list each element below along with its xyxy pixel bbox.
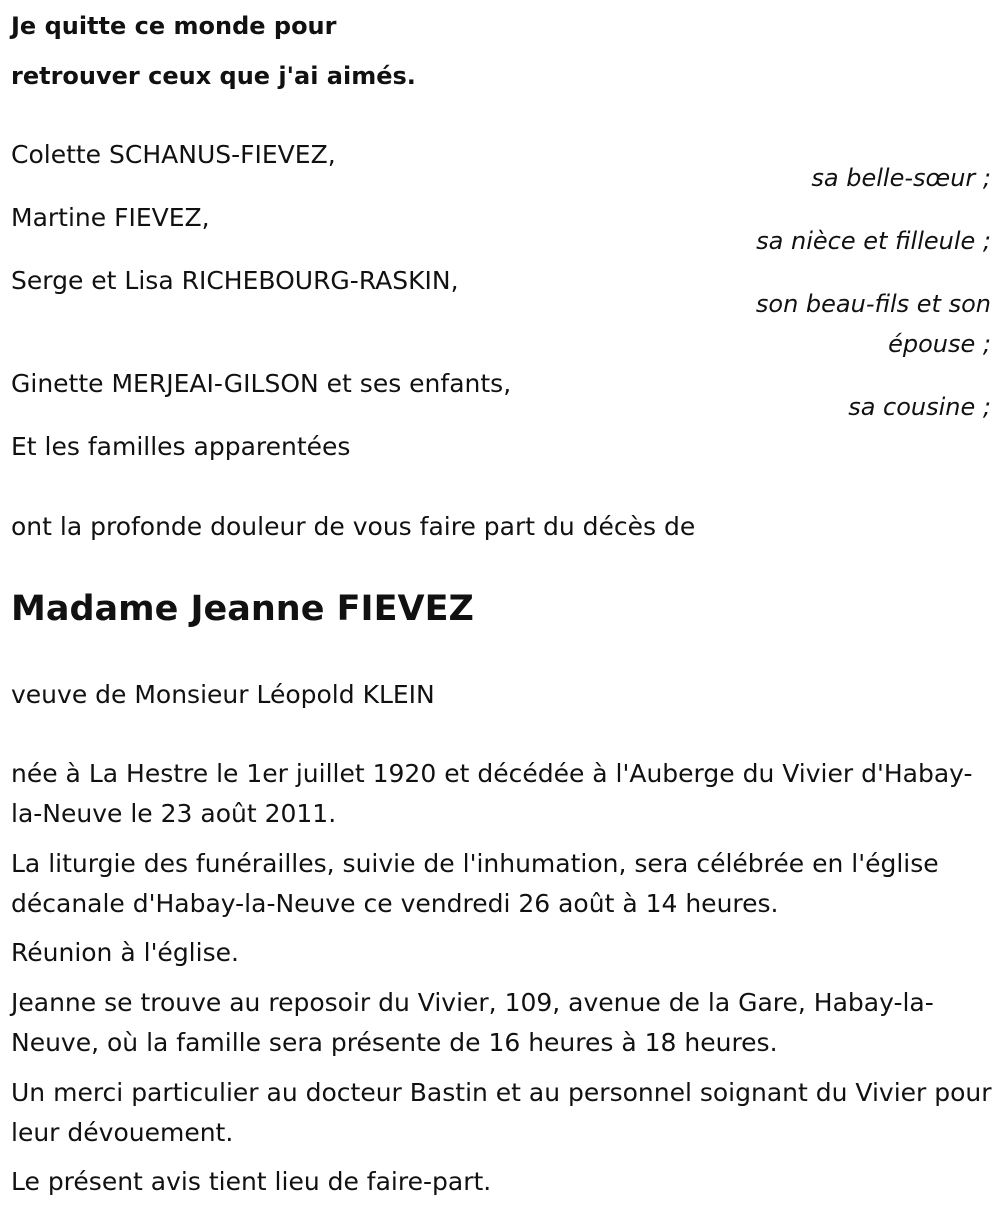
family-member-name: Colette SCHANUS-FIEVEZ, [11,140,336,169]
epigraph-line-2: retrouver ceux que j'ai aimés. [11,62,416,90]
family-member-name: Ginette MERJEAI-GILSON et ses enfants, [11,369,512,398]
birth-death-paragraph: née à La Hestre le 1er juillet 1920 et décédée à l'Auberge du Vivier d'Habay-la-Neuve le 23 août 2011. [11,759,973,828]
family-member-name: Serge et Lisa RICHEBOURG-RASKIN, [11,266,459,295]
deceased-name: Madame Jeanne FIEVEZ [11,589,474,629]
funeral-paragraph: La liturgie des funérailles, suivie de l'inhumation, sera célébrée en l'église décanale d'Habay-la-Neuve ce vendredi 26 août à 14 heures. [11,849,939,918]
family-member-relation: sa cousine ; [848,393,991,421]
epigraph-line-1: Je quitte ce monde pour [11,12,337,40]
family-member-relation: sa belle-sœur ; [811,164,991,192]
family-member-name: Et les familles apparentées [11,432,351,461]
visitation-paragraph: Jeanne se trouve au reposoir du Vivier, 109, avenue de la Gare, Habay-la-Neuve, où la famille sera présente de 16 heures à 18 heures. [11,988,934,1057]
notice-paragraph: Le présent avis tient lieu de faire-part. [11,1167,492,1196]
thanks-paragraph: Un merci particulier au docteur Bastin et au personnel soignant du Vivier pour leur dévouement. [11,1078,992,1147]
gathering-paragraph: Réunion à l'église. [11,938,239,967]
family-member-relation-line-1: son beau-fils et son [755,290,991,318]
announcement-text: ont la profonde douleur de vous faire part du décès de [11,512,696,541]
widow-of-text: veuve de Monsieur Léopold KLEIN [11,680,435,709]
family-member-name: Martine FIEVEZ, [11,203,210,232]
family-member-relation-line-2: épouse ; [888,330,991,358]
family-member-relation: sa nièce et filleule ; [756,227,991,255]
